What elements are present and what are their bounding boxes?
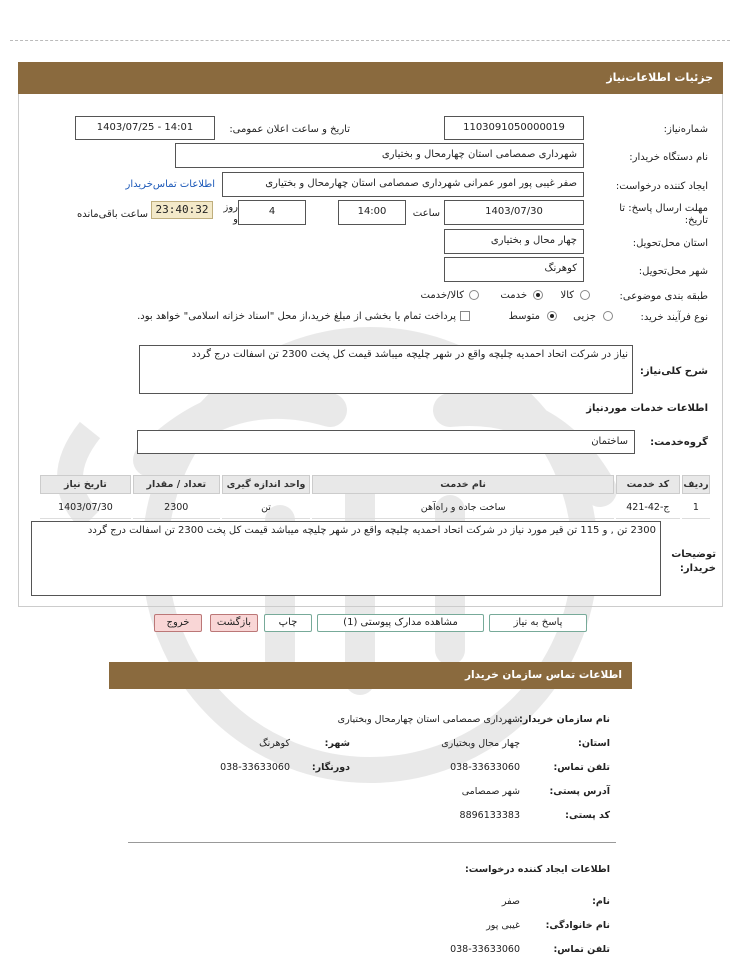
creator-name-label: نام: (592, 896, 610, 907)
need-number-field: 1103091050000019 (444, 116, 584, 140)
creator-name-value: صفر (501, 896, 520, 907)
contact-phone-label: تلفن تماس: (553, 762, 610, 773)
creator-field: صفر غیبی پور امور عمرانی شهرداری صمصامی استان چهارمحال و بختیاری (222, 172, 584, 197)
contact-org-label: نام سازمان خریدار: (519, 714, 610, 725)
top-divider (10, 40, 730, 41)
announce-label: تاریخ و ساعت اعلان عمومی: (229, 124, 350, 135)
treasury-checkbox[interactable] (460, 311, 470, 321)
city-field: کوهرنگ (444, 257, 584, 282)
process-option-minor: جزیی (573, 311, 596, 322)
deadline-time-field: 14:00 (338, 200, 406, 225)
days-field: 4 (238, 200, 306, 225)
exit-button[interactable]: خروج (154, 614, 202, 632)
contact-divider (128, 842, 616, 843)
th-code: کد خدمت (616, 475, 680, 494)
creator-label: ایجاد کننده درخواست: (615, 181, 708, 192)
buyer-contact-link[interactable]: اطلاعات تماس‌خریدار (125, 179, 215, 190)
process-option-medium: متوسط (508, 311, 540, 322)
print-button[interactable]: چاپ (264, 614, 312, 632)
summary-field: نیاز در شرکت اتحاد احمدیه چلیچه واقع در شهر چلیچه میباشد قیمت کل پخت 2300 تن اسفالت درج گردد (139, 345, 633, 394)
creator-family-label: نام خانوادگی: (545, 920, 610, 931)
contact-fax-label: دورنگار: (311, 762, 350, 773)
group-field: ساختمان (137, 430, 635, 454)
category-radio-goods[interactable] (580, 290, 590, 300)
summary-label: شرح کلی‌نیاز: (639, 366, 708, 377)
cell-quantity: 2300 (133, 496, 220, 519)
contact-address-label: آدرس پستی: (549, 786, 610, 797)
city-label: شهر محل‌تحویل: (638, 266, 708, 277)
category-radio-service[interactable] (533, 290, 543, 300)
cell-code: ج-42-421 (616, 496, 680, 519)
process-label: نوع فرآیند خرید: (640, 312, 708, 323)
contact-phone-value: 038-33633060 (450, 762, 520, 773)
need-number-label: شماره‌نیاز: (663, 124, 708, 135)
payment-note: پرداخت تمام یا بخشی از مبلغ خرید،از محل "اسناد خزانه اسلامی" خواهد بود. (137, 311, 456, 322)
creator-family-value: غیبی پور (486, 920, 520, 931)
services-title: اطلاعات خدمات موردنیاز (586, 403, 708, 414)
reply-button[interactable]: پاسخ به نیاز (489, 614, 587, 632)
category-label: طبقه بندی موضوعی: (619, 291, 708, 302)
province-field: چهار محال و بختیاری (444, 229, 584, 254)
contact-postal-value: 8896133383 (459, 810, 520, 821)
deadline-label: مهلت ارسال پاسخ: تا تاریخ: (619, 203, 708, 226)
days-label: روز و (223, 202, 238, 225)
creator-phone-value: 038-33633060 (450, 944, 520, 955)
contact-city-value: کوهرنگ (259, 738, 290, 749)
process-radio-minor[interactable] (603, 311, 613, 321)
time-label: ساعت (412, 208, 440, 219)
contact-province-value: چهار محال وبختیاری (441, 738, 520, 749)
back-button[interactable]: بازگشت (210, 614, 258, 632)
contact-address-value: شهر صمصامی (461, 786, 520, 797)
category-option-service: خدمت (500, 290, 527, 301)
category-option-goods: کالا (560, 290, 574, 301)
remaining-label: ساعت باقی‌مانده (76, 209, 148, 220)
deadline-date-field: 1403/07/30 (444, 200, 584, 225)
contact-fax-value: 038-33633060 (220, 762, 290, 773)
creator-phone-label: تلفن تماس: (553, 944, 610, 955)
contact-province-label: استان: (578, 738, 610, 749)
notes-field: 2300 تن , و 115 تن قیر مورد نیاز در شرکت اتحاد احمدیه چلیچه واقع در شهر چلیچه میباشد قیمت کل پخت 2300 تن اسفالت درج گردد (31, 521, 661, 596)
services-table (38, 473, 712, 521)
th-need-date: تاریخ نیاز (40, 475, 131, 494)
contact-city-label: شهر: (324, 738, 350, 749)
cell-unit: تن (222, 496, 311, 519)
notes-label: توضیحات خریدار: (671, 549, 716, 574)
contact-org-value: شهرداری صمصامی استان چهارمحال وبختیاری (337, 714, 520, 725)
remaining-timer: 23:40:32 (151, 201, 213, 219)
creator-info-title: اطلاعات ایجاد کننده درخواست: (464, 864, 610, 875)
cell-need-date: 1403/07/30 (40, 496, 131, 519)
th-unit: واحد اندازه گیری (222, 475, 311, 494)
cell-row: 1 (682, 496, 710, 519)
th-service-name: نام خدمت (312, 475, 613, 494)
category-option-both: کالا/خدمت (420, 290, 464, 301)
group-label: گروه‌خدمت: (650, 437, 708, 448)
buyer-label: نام دستگاه خریدار: (629, 152, 708, 163)
th-row: ردیف (682, 475, 710, 494)
announce-field: 1403/07/25 - 14:01 (75, 116, 215, 140)
contact-postal-label: کد پستی: (565, 810, 610, 821)
attachments-button[interactable]: مشاهده مدارک پیوستی (1) (317, 614, 484, 632)
table-row (40, 496, 710, 519)
th-quantity: تعداد / مقدار (133, 475, 220, 494)
cell-service-name: ساخت جاده و راه‌آهن (312, 496, 613, 519)
page-title: جزئیات اطلاعات‌نیاز (18, 62, 723, 94)
process-radio-medium[interactable] (547, 311, 557, 321)
province-label: استان محل‌تحویل: (632, 238, 708, 249)
buyer-field: شهرداری صمصامی استان چهارمحال و بختیاری (175, 143, 584, 168)
category-radio-both[interactable] (469, 290, 479, 300)
contact-section-title: اطلاعات تماس سازمان خریدار (109, 662, 632, 689)
